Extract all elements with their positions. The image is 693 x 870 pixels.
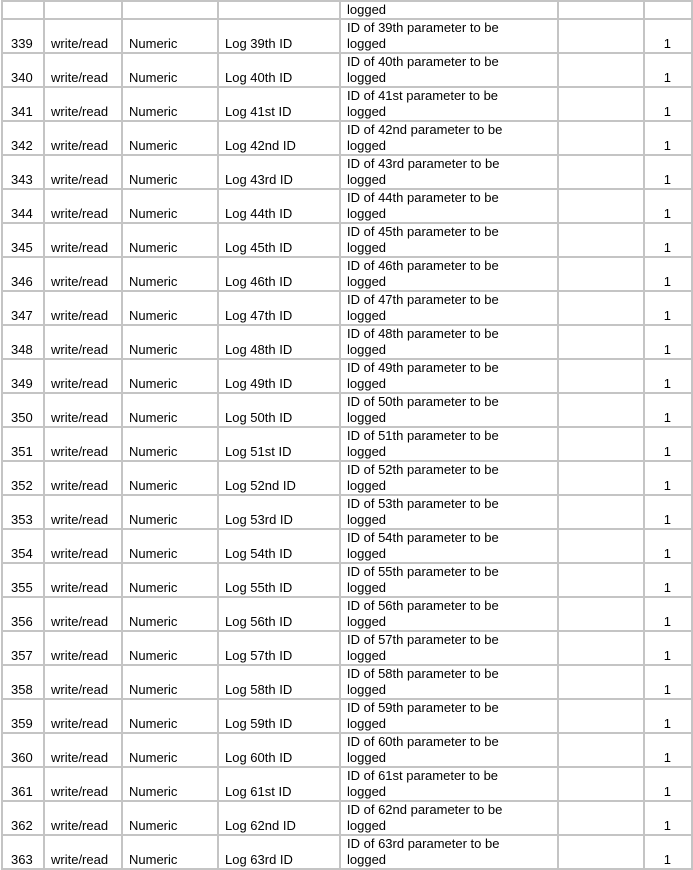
cell-type: Numeric [122, 801, 218, 835]
table-row [2, 733, 692, 767]
description-line: logged [347, 580, 387, 595]
cell-description [340, 325, 558, 359]
table-row [2, 801, 692, 835]
cell-type: Numeric [122, 699, 218, 733]
description-line: logged [347, 546, 387, 561]
cell-name: Log 50th ID [218, 393, 340, 427]
description-line: ID of 54th parameter to be [347, 530, 499, 545]
cell-type: Numeric [122, 325, 218, 359]
cell-access: write/read [44, 767, 122, 801]
cell-description [340, 257, 558, 291]
cell-name: Log 40th ID [218, 53, 340, 87]
cell-type: Numeric [122, 223, 218, 257]
cell-empty [558, 291, 644, 325]
cell-value [644, 1, 692, 19]
cell-type: Numeric [122, 53, 218, 87]
table-row [2, 19, 692, 53]
cell-name: Log 61st ID [218, 767, 340, 801]
cell-name: Log 59th ID [218, 699, 340, 733]
cell-value: 1 [644, 665, 692, 699]
cell-type: Numeric [122, 393, 218, 427]
description-line: logged [347, 444, 387, 459]
description-line: logged [347, 648, 387, 663]
table-row [2, 393, 692, 427]
cell-number: 363 [2, 835, 44, 869]
cell-number: 346 [2, 257, 44, 291]
description-line: ID of 55th parameter to be [347, 564, 499, 579]
description-line: ID of 50th parameter to be [347, 394, 499, 409]
cell-description [340, 1, 558, 19]
cell-description [340, 699, 558, 733]
cell-number: 344 [2, 189, 44, 223]
cell-type: Numeric [122, 427, 218, 461]
description-line: ID of 51th parameter to be [347, 428, 499, 443]
cell-empty [558, 801, 644, 835]
cell-empty [558, 1, 644, 19]
table-row [2, 597, 692, 631]
cell-description [340, 665, 558, 699]
cell-number: 340 [2, 53, 44, 87]
cell-description [340, 767, 558, 801]
cell-type: Numeric [122, 359, 218, 393]
table-row [2, 495, 692, 529]
description-line: logged [347, 342, 387, 357]
parameter-table [1, 0, 693, 870]
cell-name: Log 60th ID [218, 733, 340, 767]
cell-description [340, 155, 558, 189]
cell-empty [558, 121, 644, 155]
cell-value: 1 [644, 359, 692, 393]
cell-value: 1 [644, 155, 692, 189]
cell-access: write/read [44, 393, 122, 427]
cell-empty [558, 53, 644, 87]
cell-number: 342 [2, 121, 44, 155]
table-body [2, 1, 692, 869]
cell-type: Numeric [122, 495, 218, 529]
description-line: logged [347, 240, 387, 255]
cell-name: Log 54th ID [218, 529, 340, 563]
cell-access: write/read [44, 699, 122, 733]
cell-number: 358 [2, 665, 44, 699]
description-line: ID of 56th parameter to be [347, 598, 499, 613]
description-line: ID of 53th parameter to be [347, 496, 499, 511]
cell-name: Log 39th ID [218, 19, 340, 53]
cell-number: 352 [2, 461, 44, 495]
cell-value: 1 [644, 699, 692, 733]
cell-empty [558, 733, 644, 767]
cell-description [340, 427, 558, 461]
description-line: ID of 58th parameter to be [347, 666, 499, 681]
cell-access: write/read [44, 257, 122, 291]
description-line: ID of 62nd parameter to be [347, 802, 503, 817]
description-line: ID of 57th parameter to be [347, 632, 499, 647]
table-row [2, 563, 692, 597]
description-line: logged [347, 172, 387, 187]
cell-access [44, 1, 122, 19]
cell-value: 1 [644, 53, 692, 87]
cell-value: 1 [644, 291, 692, 325]
table-row [2, 223, 692, 257]
cell-access: write/read [44, 495, 122, 529]
cell-number: 359 [2, 699, 44, 733]
cell-value: 1 [644, 597, 692, 631]
cell-type: Numeric [122, 291, 218, 325]
description-line: logged [347, 70, 387, 85]
cell-name: Log 58th ID [218, 665, 340, 699]
cell-type: Numeric [122, 121, 218, 155]
cell-empty [558, 87, 644, 121]
cell-empty [558, 835, 644, 869]
table-row [2, 291, 692, 325]
cell-name: Log 63rd ID [218, 835, 340, 869]
cell-name: Log 56th ID [218, 597, 340, 631]
cell-type: Numeric [122, 631, 218, 665]
cell-access: write/read [44, 19, 122, 53]
cell-type: Numeric [122, 461, 218, 495]
description-line: ID of 39th parameter to be [347, 20, 499, 35]
cell-empty [558, 563, 644, 597]
cell-name: Log 46th ID [218, 257, 340, 291]
cell-access: write/read [44, 597, 122, 631]
cell-number: 341 [2, 87, 44, 121]
cell-number: 339 [2, 19, 44, 53]
cell-access: write/read [44, 427, 122, 461]
description-line: logged [347, 852, 387, 867]
description-line: ID of 48th parameter to be [347, 326, 499, 341]
table-row [2, 699, 692, 733]
cell-value: 1 [644, 393, 692, 427]
cell-name: Log 57th ID [218, 631, 340, 665]
cell-empty [558, 393, 644, 427]
cell-type: Numeric [122, 189, 218, 223]
cell-number: 354 [2, 529, 44, 563]
cell-description [340, 529, 558, 563]
cell-name: Log 55th ID [218, 563, 340, 597]
cell-access: write/read [44, 53, 122, 87]
cell-empty [558, 223, 644, 257]
table-row [2, 121, 692, 155]
cell-empty [558, 325, 644, 359]
cell-type: Numeric [122, 767, 218, 801]
cell-value: 1 [644, 801, 692, 835]
cell-name [218, 1, 340, 19]
cell-value: 1 [644, 121, 692, 155]
cell-number: 345 [2, 223, 44, 257]
cell-description [340, 835, 558, 869]
cell-access: write/read [44, 529, 122, 563]
cell-number: 353 [2, 495, 44, 529]
cell-empty [558, 631, 644, 665]
description-line: ID of 43rd parameter to be [347, 156, 500, 171]
cell-empty [558, 699, 644, 733]
table-row-continued [2, 1, 692, 19]
description-line: ID of 44th parameter to be [347, 190, 499, 205]
cell-name: Log 48th ID [218, 325, 340, 359]
cell-number: 361 [2, 767, 44, 801]
cell-name: Log 49th ID [218, 359, 340, 393]
cell-name: Log 51st ID [218, 427, 340, 461]
table-row [2, 631, 692, 665]
description-line: logged [347, 478, 387, 493]
cell-empty [558, 665, 644, 699]
table-row [2, 87, 692, 121]
description-line: logged [347, 206, 387, 221]
cell-value: 1 [644, 461, 692, 495]
cell-number: 360 [2, 733, 44, 767]
cell-type [122, 1, 218, 19]
table-row [2, 461, 692, 495]
cell-type: Numeric [122, 563, 218, 597]
cell-value: 1 [644, 257, 692, 291]
cell-value: 1 [644, 87, 692, 121]
cell-description [340, 121, 558, 155]
cell-access: write/read [44, 223, 122, 257]
table-row [2, 359, 692, 393]
description-line: ID of 49th parameter to be [347, 360, 499, 375]
cell-description [340, 631, 558, 665]
description-line: ID of 46th parameter to be [347, 258, 499, 273]
cell-type: Numeric [122, 835, 218, 869]
description-line: logged [347, 308, 387, 323]
cell-value: 1 [644, 495, 692, 529]
cell-access: write/read [44, 665, 122, 699]
cell-name: Log 44th ID [218, 189, 340, 223]
table-row [2, 189, 692, 223]
cell-type: Numeric [122, 733, 218, 767]
description-line: ID of 60th parameter to be [347, 734, 499, 749]
description-line: logged [347, 36, 387, 51]
cell-type: Numeric [122, 529, 218, 563]
cell-number: 356 [2, 597, 44, 631]
cell-empty [558, 597, 644, 631]
cell-access: write/read [44, 189, 122, 223]
cell-description [340, 87, 558, 121]
description-line: logged [347, 138, 387, 153]
cell-description [340, 291, 558, 325]
cell-value: 1 [644, 835, 692, 869]
table-row [2, 835, 692, 869]
description-line: logged [347, 2, 387, 17]
cell-empty [558, 767, 644, 801]
cell-description [340, 393, 558, 427]
description-line: ID of 52th parameter to be [347, 462, 499, 477]
cell-description [340, 733, 558, 767]
cell-number: 347 [2, 291, 44, 325]
description-line: ID of 41st parameter to be [347, 88, 499, 103]
description-line: ID of 42nd parameter to be [347, 122, 503, 137]
table-row [2, 665, 692, 699]
cell-name: Log 53rd ID [218, 495, 340, 529]
description-line: ID of 59th parameter to be [347, 700, 499, 715]
cell-value: 1 [644, 529, 692, 563]
cell-empty [558, 189, 644, 223]
cell-type: Numeric [122, 665, 218, 699]
cell-description [340, 53, 558, 87]
description-line: logged [347, 682, 387, 697]
cell-number: 350 [2, 393, 44, 427]
cell-number: 349 [2, 359, 44, 393]
description-line: logged [347, 818, 387, 833]
cell-description [340, 495, 558, 529]
description-line: ID of 40th parameter to be [347, 54, 499, 69]
cell-type: Numeric [122, 155, 218, 189]
cell-name: Log 62nd ID [218, 801, 340, 835]
cell-number: 351 [2, 427, 44, 461]
description-line: ID of 47th parameter to be [347, 292, 499, 307]
cell-access: write/read [44, 325, 122, 359]
cell-type: Numeric [122, 87, 218, 121]
cell-name: Log 52nd ID [218, 461, 340, 495]
description-line: logged [347, 784, 387, 799]
cell-description [340, 801, 558, 835]
cell-empty [558, 427, 644, 461]
description-line: ID of 63rd parameter to be [347, 836, 500, 851]
cell-name: Log 42nd ID [218, 121, 340, 155]
cell-description [340, 461, 558, 495]
cell-description [340, 563, 558, 597]
cell-access: write/read [44, 461, 122, 495]
table-row [2, 257, 692, 291]
cell-description [340, 223, 558, 257]
cell-access: write/read [44, 121, 122, 155]
cell-description [340, 19, 558, 53]
cell-value: 1 [644, 189, 692, 223]
cell-number: 348 [2, 325, 44, 359]
cell-value: 1 [644, 631, 692, 665]
cell-access: write/read [44, 801, 122, 835]
description-line: logged [347, 376, 387, 391]
cell-type: Numeric [122, 257, 218, 291]
cell-empty [558, 495, 644, 529]
cell-type: Numeric [122, 597, 218, 631]
description-line: ID of 61st parameter to be [347, 768, 499, 783]
cell-value: 1 [644, 563, 692, 597]
cell-access: write/read [44, 563, 122, 597]
cell-description [340, 597, 558, 631]
table-row [2, 767, 692, 801]
cell-number: 357 [2, 631, 44, 665]
cell-number: 355 [2, 563, 44, 597]
cell-empty [558, 529, 644, 563]
cell-value: 1 [644, 223, 692, 257]
cell-value: 1 [644, 767, 692, 801]
cell-value: 1 [644, 733, 692, 767]
description-line: logged [347, 274, 387, 289]
cell-access: write/read [44, 359, 122, 393]
cell-access: write/read [44, 835, 122, 869]
cell-name: Log 41st ID [218, 87, 340, 121]
cell-number: 362 [2, 801, 44, 835]
cell-empty [558, 19, 644, 53]
cell-empty [558, 359, 644, 393]
description-line: logged [347, 512, 387, 527]
cell-value: 1 [644, 427, 692, 461]
cell-access: write/read [44, 733, 122, 767]
description-line: logged [347, 750, 387, 765]
cell-number [2, 1, 44, 19]
cell-value: 1 [644, 325, 692, 359]
description-line: ID of 45th parameter to be [347, 224, 499, 239]
description-line: logged [347, 410, 387, 425]
cell-access: write/read [44, 87, 122, 121]
cell-description [340, 189, 558, 223]
table-row [2, 427, 692, 461]
cell-description [340, 359, 558, 393]
cell-empty [558, 155, 644, 189]
cell-access: write/read [44, 291, 122, 325]
cell-empty [558, 257, 644, 291]
cell-name: Log 47th ID [218, 291, 340, 325]
table-row [2, 155, 692, 189]
cell-name: Log 43rd ID [218, 155, 340, 189]
description-line: logged [347, 716, 387, 731]
table-row [2, 325, 692, 359]
cell-name: Log 45th ID [218, 223, 340, 257]
table-row [2, 529, 692, 563]
cell-type: Numeric [122, 19, 218, 53]
cell-access: write/read [44, 631, 122, 665]
table-row [2, 53, 692, 87]
cell-number: 343 [2, 155, 44, 189]
cell-value: 1 [644, 19, 692, 53]
cell-empty [558, 461, 644, 495]
description-line: logged [347, 104, 387, 119]
cell-access: write/read [44, 155, 122, 189]
description-line: logged [347, 614, 387, 629]
